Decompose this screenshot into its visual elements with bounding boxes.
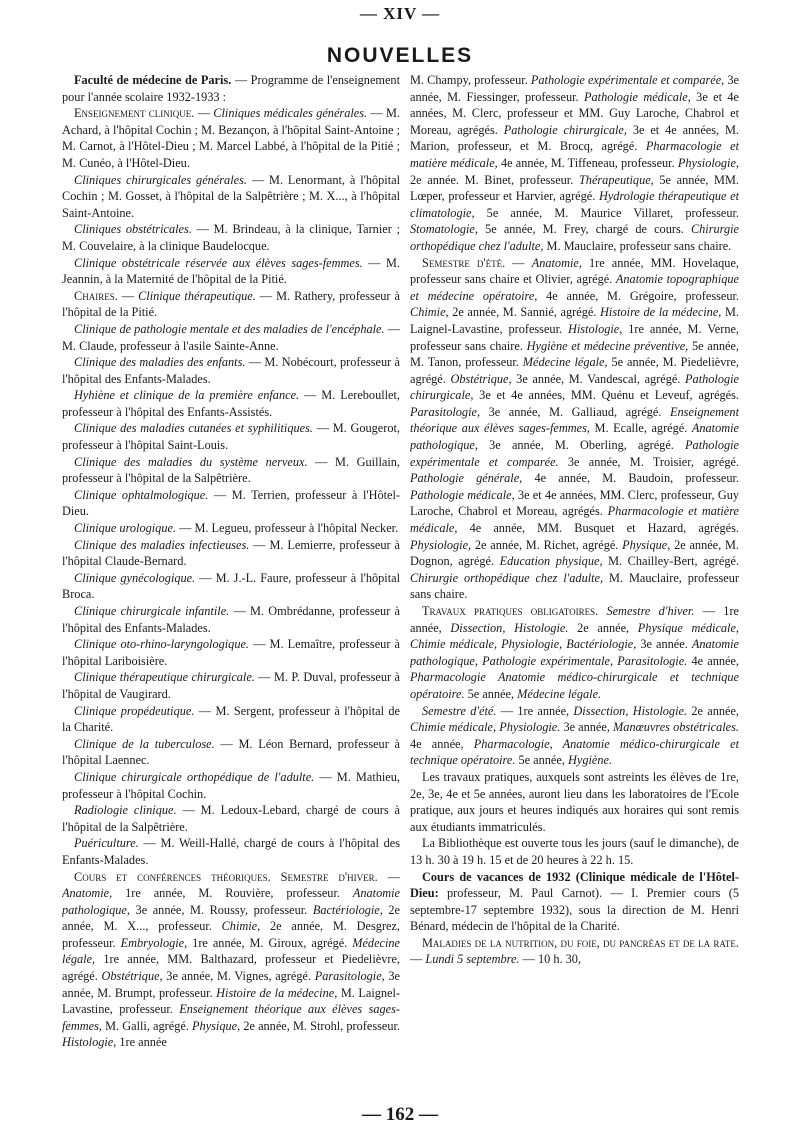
text-run: 3e année. <box>636 637 692 652</box>
text-run: M. Ecalle, agrégé. <box>589 421 692 436</box>
text-run: Médecine légale, <box>522 355 608 370</box>
text-run: professeur, M. Paul Carnot). — I. Premier cours (5 septembre-17 septembre 1932), sous la direction de M. Henri Bénard, médecin de l'hôpital de la Charité. <box>410 886 739 934</box>
text-run: 5e année, <box>515 753 568 768</box>
text-run: Pathologie médicale, <box>410 487 515 502</box>
text-run: Cliniques obstétricales. <box>74 222 192 237</box>
text-run: M. Champy, professeur. <box>410 73 531 87</box>
text-run: Anatomie, <box>531 255 582 270</box>
text-run: 5e année, <box>464 686 518 701</box>
text-run: — M. Lereboullet, professeur à l'hôpital des Enfants-Assistés. <box>62 388 400 419</box>
text-run: Pathologie médicale, <box>584 89 691 104</box>
text-run: Physique, <box>192 1018 241 1033</box>
text-run: M. Galli, agrégé. <box>101 1018 193 1033</box>
text-run: Semestre d'été. <box>422 255 506 270</box>
paragraph <box>62 288 400 321</box>
text-run: — <box>410 952 426 967</box>
text-run: — M. Lemierre, professeur à l'hôpital Claude-Bernard. <box>62 537 400 569</box>
text-run: Pathologie chirurgicale, <box>503 122 627 137</box>
paragraph <box>62 221 400 254</box>
text-run: 3e année, M. Oberling, agrégé. <box>477 438 686 453</box>
text-run: Dissection, Histologie. <box>573 703 688 718</box>
text-run: Parasitologie, <box>410 404 481 419</box>
text-run: Histologie, <box>62 1035 117 1050</box>
text-run: Clinique des maladies du système nerveux. <box>74 454 308 469</box>
text-run: Pharmacologie, Anatomie médico-chirurgicale et technique opératoire. <box>410 736 739 768</box>
paragraph <box>410 603 739 703</box>
paragraph <box>62 736 400 769</box>
text-run: Obstétrique, <box>101 969 163 984</box>
text-run: Médecine légale. <box>517 686 602 701</box>
text-run: Stomatologie, <box>410 222 478 237</box>
paragraph <box>62 636 400 669</box>
text-run: Histoire de la médecine, <box>216 985 338 1000</box>
paragraph <box>62 802 400 835</box>
text-run: Anatomie pathologique, <box>410 421 739 453</box>
text-run: — M. Sergent, professeur à l'hôpital de la Charité. <box>62 703 400 735</box>
text-run: Travaux pratiques obligatoires. <box>422 604 599 618</box>
text-run: Pharmacologie et matière médicale, <box>410 504 739 536</box>
paragraph <box>62 420 400 453</box>
text-run: Cours et conférences théoriques. Semestre d'hiver. <box>74 869 378 884</box>
text-run: Physiologie, <box>410 537 472 552</box>
text-run: 4e année, M. Grégoire, professeur. <box>537 288 739 303</box>
text-run: M. Mauclaire, professeur sans chaire. <box>410 570 739 602</box>
text-run: Lundi 5 septembre. <box>425 952 520 967</box>
text-run: — M. Ledoux-Lebard, chargé de cours à l'hôpital de la Salpêtrière. <box>62 803 400 834</box>
text-run: Médecine légale, <box>62 935 400 967</box>
text-run: Hyhiène et clinique de la première enfance. <box>74 388 300 403</box>
text-run: Dissection, Histologie. <box>450 620 569 635</box>
text-run: Anatomie topographique et médecine opératoire, <box>410 272 739 303</box>
text-run: M. Chailley-Bert, agrégé. <box>602 554 739 569</box>
text-run: Cliniques chirurgicales générales. <box>74 172 247 187</box>
text-run: 3e année, M. Brumpt, professeur. <box>62 969 400 1000</box>
text-run: Cours de vacances de 1932 (Clinique médicale de l'Hôtel-Dieu: <box>410 869 739 901</box>
text-run: — M. Jeannin, à la Maternité de l'hôpital de la Pitié. <box>62 255 400 287</box>
paragraph <box>62 387 400 420</box>
text-run: Chirurgie orthopédique chez l'adulte, <box>410 222 739 253</box>
text-run: Clinique des maladies cutanées et syphilitiques. <box>74 421 313 436</box>
text-run: — M. Ombrédanne, professeur à l'hôpital des Enfants-Malades. <box>62 604 400 635</box>
text-run: Chaires. <box>74 288 118 303</box>
text-run: Chimie médicale, Physiologie. <box>410 720 561 735</box>
text-run: — M. Léon Bernard, professeur à l'hôpital Laennec. <box>62 736 400 768</box>
text-run: Enseignement clinique. <box>74 106 195 121</box>
text-run: M. Mauclaire, professeur sans chaire. <box>543 238 732 253</box>
text-run: — M. J.-L. Faure, professeur à l'hôpital Broca. <box>62 570 400 602</box>
paragraph <box>62 703 400 736</box>
text-run: — M. Legueu, professeur à l'hôpital Necker. <box>176 521 399 536</box>
text-run: — M. Lemaître, professeur à l'hôpital Lariboisière. <box>62 637 400 668</box>
text-run: Bactériologie, <box>312 902 383 917</box>
paragraph <box>410 703 739 769</box>
text-run: Pathologie générale, <box>410 471 523 486</box>
paragraph <box>62 869 400 1052</box>
text-run: Histoire de la médecine, <box>600 305 722 320</box>
text-run: 2e année, M. Strohl, professeur. <box>240 1018 400 1033</box>
text-run: 5e année, M. Frey, chargé de cours. <box>477 222 691 237</box>
paragraph <box>62 570 400 603</box>
text-run: 3e et 4e années, MM. Quénu et Leveuf, agrégés. <box>473 388 739 403</box>
text-run: — M. P. Duval, professeur à l'hôpital de Vaugirard. <box>62 670 400 701</box>
text-run: Puériculture. <box>74 836 139 851</box>
text-run: Hygiène et médecine préventive, <box>526 338 689 353</box>
text-run: 3e année, <box>560 720 614 735</box>
paragraph <box>62 321 400 354</box>
paragraph <box>410 769 739 835</box>
text-run: 4e année, <box>410 736 474 751</box>
text-run: Radiologie clinique. <box>74 803 177 818</box>
paragraph <box>62 72 400 105</box>
text-run: Clinique de la tuberculose. <box>74 736 215 751</box>
text-run: Clinique chirurgicale infantile. <box>74 604 230 618</box>
paragraph <box>62 105 400 171</box>
text-run: Hygiène. <box>567 753 613 768</box>
text-run: Les travaux pratiques, auxquels sont astreints les élèves de 1re, 2e, 3e, 4e et 5e années, auront lieu dans les laboratoires de l'Ecole pratique, aux jours et heures indiqués aux horaires qui sont remis aux étudiants immatriculés. <box>410 769 739 834</box>
text-run: — 1re année, <box>410 604 739 635</box>
text-run: 3e et 4e années, M. Clerc, professeur et MM. Guy Laroche, Chabrol et Moreau, agrégés. <box>410 89 739 137</box>
text-run: 2e année, M. Richet, agrégé. <box>471 537 623 552</box>
text-run: 3e année, M. Troisier, agrégé. <box>558 454 739 469</box>
text-run: 5e année, M. Maurice Villaret, professeur. <box>474 205 739 220</box>
text-run: 3e année, M. Roussy, professeur. <box>129 902 313 917</box>
paragraph <box>62 603 400 636</box>
text-run: Clinique thérapeutique chirurgicale. <box>74 670 255 685</box>
text-run: Clinique urologique. <box>74 521 177 536</box>
text-run: 2e année, <box>687 703 739 718</box>
paragraph <box>62 769 400 802</box>
text-run: — M. Gougerot, professeur à l'hôpital Saint-Louis. <box>62 421 400 453</box>
text-run: Pharmacologie Anatomie médico-chirurgicale et technique opératoire. <box>410 670 739 701</box>
text-run: — M. Nobécourt, professeur à l'hôpital des Enfants-Malades. <box>62 355 400 386</box>
text-run: Cliniques médicales générales. <box>213 106 368 121</box>
text-run: Anatomie pathologique, <box>62 886 400 917</box>
text-run: — M. Mathieu, professeur à l'hôpital Cochin. <box>62 769 400 801</box>
text-run: Clinique des maladies infectieuses. <box>74 537 250 552</box>
text-run: 1re année, M. Giroux, agrégé. <box>187 935 353 950</box>
text-run: Faculté de médecine de Paris. <box>74 73 232 87</box>
text-run: Histologie, <box>568 321 623 336</box>
paragraph <box>62 520 400 537</box>
text-run: — 1re année, <box>496 703 574 718</box>
text-run: Anatomie pathologique, Pathologie expérimentale, Parasitologie. <box>410 637 739 668</box>
paragraph <box>62 354 400 387</box>
text-run: — <box>377 869 400 884</box>
section-title: NOUVELLES <box>326 44 474 67</box>
text-run: 2e année, M. Sannié, agrégé. <box>448 305 601 320</box>
text-run: 2e année, <box>568 620 638 635</box>
text-run: M. Laignel-Lavastine, professeur. <box>410 305 739 336</box>
paragraph <box>62 669 400 702</box>
text-run: Pathologie expérimentale et comparée, <box>530 73 725 87</box>
text-run: — <box>117 288 139 303</box>
text-run: 3e année, M. Vandescal, agrégé. <box>511 371 686 386</box>
text-run: — Programme de l'enseignement pour l'année scolaire 1932-1933 : <box>62 73 400 104</box>
text-run: Pathologie expérimentale et comparée. <box>410 438 739 469</box>
text-run: 1re année, M. Verne, professeur sans chaire. <box>410 321 739 353</box>
text-run: 1re année, M. Rouvière, professeur. <box>112 886 353 901</box>
text-run: 4e année, M. Tiffeneau, professeur. <box>497 155 678 170</box>
paragraph <box>410 72 739 255</box>
right-column <box>410 72 739 1102</box>
text-run: Clinique thérapeutique. <box>138 288 256 303</box>
paragraph <box>62 537 400 570</box>
text-run: 2e année. M. Binet, professeur. <box>410 172 579 187</box>
text-run: — M. Terrien, professeur à l'Hôtel-Dieu. <box>62 487 400 519</box>
text-run: Physique, <box>622 537 671 552</box>
paragraph <box>62 487 400 520</box>
text-run: Chirurgie orthopédique chez l'adulte, <box>410 570 604 585</box>
text-run: Embryologie, <box>120 935 188 950</box>
text-run: 4e année, <box>687 653 739 668</box>
text-run: 3e et 4e années, M. Marion, professeur, et M. Brocq, agrégé. <box>410 122 739 154</box>
paragraph <box>410 255 739 603</box>
text-run: 3e année, M. Fiessinger, professeur. <box>410 73 739 104</box>
text-run: — <box>505 255 532 270</box>
paragraph <box>410 935 739 968</box>
text-run: Education physique, <box>499 554 603 569</box>
text-run: Semestre d'hiver. <box>606 604 695 618</box>
text-run: Obstétrique, <box>450 371 512 386</box>
text-run: Pathologie chirurgicale, <box>410 371 739 403</box>
text-run: Manœuvres obstétricales. <box>613 720 739 735</box>
paragraph <box>410 869 739 935</box>
text-run: 1re année, MM. Balthazard, professeur et Piedelièvre, agrégé. <box>62 952 400 984</box>
text-run: Pharmacologie et matière médicale, <box>410 139 739 170</box>
text-run: — M. Achard, à l'hôpital Cochin ; M. Bezançon, à l'hôpital Saint-Antoine ; M. Carnot, à l'Hôtel-Dieu ; M. Marcel Labbé, à l'hôpital de la Pitié ; M. Cunéo, à l'Hôtel-Dieu. <box>62 106 400 170</box>
text-run: Physique médicale, Chimie médicale, Physiologie, Bactériologie, <box>410 620 739 652</box>
text-run: Thérapeutique, <box>578 172 654 187</box>
text-run: 4e année, MM. Busquet et Hazard, agrégés. <box>457 521 739 536</box>
text-run: — M. Lenormant, à l'hôpital Cochin ; M. Gosset, à l'hôpital de la Salpêtrière ; M. X..., à l'hôpital Saint-Antoine. <box>62 172 400 220</box>
text-run: Clinique gynécologique. <box>74 570 196 585</box>
text-run: La Bibliothèque est ouverte tous les jours (sauf le dimanche), de 13 h. 30 à 19 h. 15 et de 20 heures à 22 h. 15. <box>410 836 739 867</box>
text-run: Chimie, <box>410 305 449 320</box>
text-run: — 10 h. 30, <box>519 952 582 967</box>
paragraph <box>62 255 400 288</box>
page-number: — 162 — <box>362 1104 438 1125</box>
text-run: Clinique propédeutique. <box>74 703 195 718</box>
text-run: — M. Weill-Hallé, chargé de cours à l'hôpital des Enfants-Malades. <box>62 836 400 867</box>
text-run: 1re année <box>116 1035 167 1050</box>
text-run: Clinique oto-rhino-laryngologique. <box>74 637 250 652</box>
text-run: 2e année, M. Desgrez, professeur. <box>62 919 400 950</box>
paragraph <box>410 835 739 868</box>
text-run: Clinique obstétricale réservée aux élèves sages-femmes. <box>74 255 363 270</box>
paragraph <box>62 172 400 222</box>
text-run: Enseignement théorique aux élèves sages-femmes, <box>62 1002 400 1033</box>
text-run: 2e année, M. Dognon, agrégé. <box>410 537 739 569</box>
text-run: — M. Claude, professeur à l'asile Sainte-Anne. <box>62 321 400 353</box>
text-run: Clinique des maladies des enfants. <box>74 355 246 370</box>
text-run: 5e année, M. Tanon, professeur. <box>410 338 739 370</box>
text-run: — M. Guillain, professeur à l'hôpital de la Salpêtrière. <box>62 454 400 486</box>
text-run: Physiologie, <box>677 155 739 170</box>
text-run: 5e année, MM. Lœper, professeur et Harvier, agrégé. <box>410 172 739 204</box>
text-run: Clinique de pathologie mentale et des maladies de l'encéphale. <box>74 321 385 336</box>
text-run: Maladies de la nutrition, du foie, du pancréas et de la rate. <box>422 935 739 950</box>
text-run: — M. Brindeau, à la clinique, Tarnier ; M. Couvelaire, à la clinique Baudelocque. <box>62 222 400 253</box>
paragraph <box>62 454 400 487</box>
text-run: Semestre d'été. <box>422 703 497 718</box>
text-run: 3e année, M. Vignes, agrégé. <box>162 969 315 984</box>
text-run: 4e année, M. Baudoin, professeur. <box>522 471 739 486</box>
text-run: Anatomie, <box>62 886 113 901</box>
text-run: Clinique chirurgicale orthopédique de l'adulte. <box>74 769 315 784</box>
text-run: Hydrologie thérapeutique et climatologie, <box>410 189 739 220</box>
paragraph <box>62 835 400 868</box>
text-run: M. Laignel-Lavastine, professeur. <box>62 985 400 1017</box>
roman-page-number: — XIV — <box>359 4 441 23</box>
text-run: Parasitologie, <box>314 969 385 984</box>
text-run: Clinique ophtalmologique. <box>74 487 209 502</box>
text-run: — M. Rathery, professeur à l'hôpital de la Pitié. <box>62 288 400 320</box>
text-run: 5e année, M. Piedelièvre, agrégé. <box>410 355 739 386</box>
text-run: Enseignement théorique aux élèves sages-femmes, <box>410 404 739 436</box>
text-run: Chimie, <box>221 919 261 934</box>
text-run: 3e et 4e années, MM. Clerc, professeur, Guy Laroche, Chabrol et Moreau, agrégés. <box>410 487 739 519</box>
text-run: 3e année, M. Galliaud, agrégé. <box>480 404 671 419</box>
text-run: 2e année, M. X..., professeur. <box>62 902 400 934</box>
text-run: — <box>194 106 214 121</box>
left-column <box>62 72 400 1102</box>
text-run: 1re année, MM. Hovelaque, professeur sans chaire et Olivier, agrégé. <box>410 255 739 287</box>
